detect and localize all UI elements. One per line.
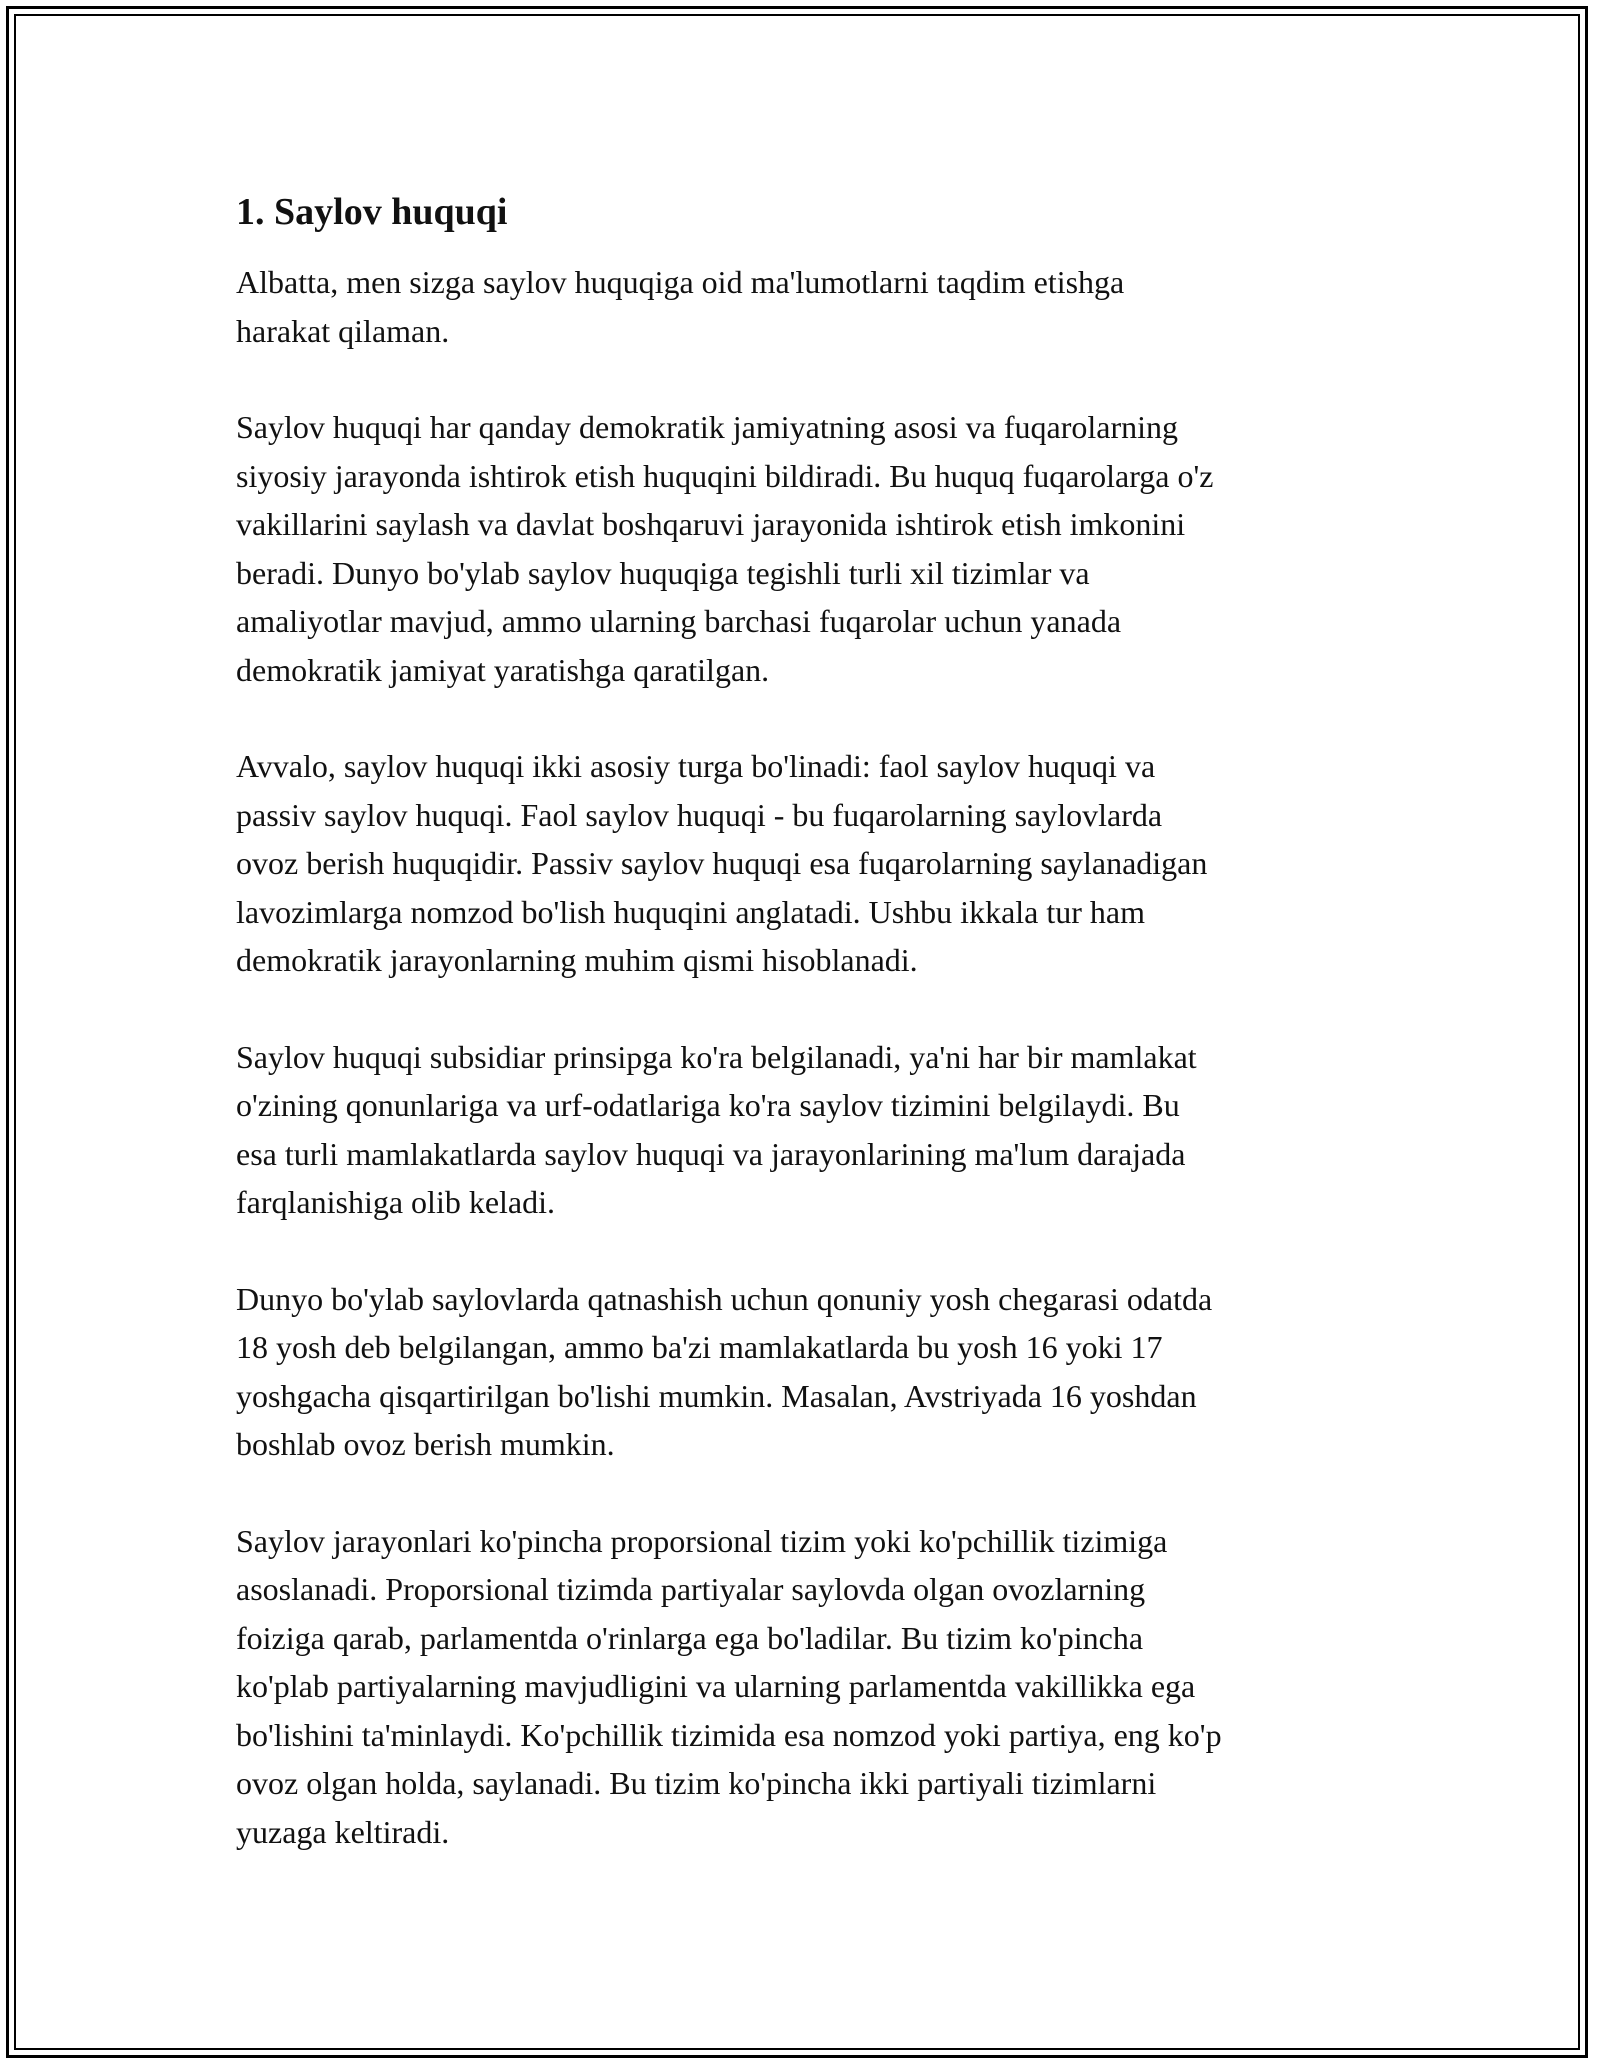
text-line: harakat qilaman.: [236, 312, 450, 349]
document-body: [236, 186, 1376, 1904]
document-title: 1. Saylov huquqi: [236, 191, 508, 233]
text-line: amaliyotlar mavjud, ammo ularning barchasi fuqarolar uchun yanada: [236, 603, 1122, 639]
text-line: Saylov huquqi har qanday demokratik jamiyatning asosi va fuqarolarning: [236, 409, 1178, 445]
text-line: 18 yosh deb belgilangan, ammo ba'zi mamlakatlarda bu yosh 16 yoki 17: [236, 1329, 1163, 1365]
paragraph: [236, 1033, 1376, 1227]
text-line: passiv saylov huquqi. Faol saylov huquqi - bu fuqarolarning saylovlarda: [236, 796, 1163, 833]
text-line: ovoz berish huquqidir. Passiv saylov huquqi esa fuqarolarning saylanadigan: [236, 845, 1208, 881]
text-line: Albatta, men sizga saylov huquqiga oid ma'lumotlarni taqdim etishga: [236, 264, 1125, 300]
text-line: Saylov jarayonlari ko'pincha proporsional tizim yoki ko'pchillik tizimiga: [236, 1522, 1168, 1559]
text-line: Dunyo bo'ylab saylovlarda qatnashish uchun qonuniy yosh chegarasi odatda: [236, 1280, 1213, 1317]
text-line: lavozimlarga nomzod bo'lish huquqini anglatadi. Ushbu ikkala tur ham: [236, 893, 1145, 930]
text-line: yoshgacha qisqartirilgan bo'lishi mumkin. Masalan, Avstriyada 16 yoshdan: [236, 1377, 1197, 1414]
text-line: ko'plab partiyalarning mavjudligini va ularning parlamentda vakillikka ega: [236, 1668, 1196, 1704]
text-line: farqlanishiga olib keladi.: [236, 1184, 556, 1220]
paragraph: [236, 742, 1376, 985]
text-line: ovoz olgan holda, saylanadi. Bu tizim ko'pincha ikki partiyali tizimlarni: [236, 1765, 1157, 1801]
text-line: Saylov huquqi subsidiar prinsipga ko'ra belgilanadi, ya'ni har bir mamlakat: [236, 1038, 1197, 1075]
text-line: siyosiy jarayonda ishtirok etish huquqini bildiradi. Bu huquq fuqarolarga o'z: [236, 457, 1214, 494]
text-line: esa turli mamlakatlarda saylov huquqi va jarayonlarining ma'lum darajada: [236, 1135, 1186, 1172]
text-line: beradi. Dunyo bo'ylab saylov huquqiga tegishli turli xil tizimlar va: [236, 554, 1090, 591]
paragraph: [236, 403, 1376, 694]
text-line: yuzaga keltiradi.: [236, 1813, 450, 1850]
text-line: demokratik jamiyat yaratishga qaratilgan.: [236, 651, 770, 688]
text-line: Avvalo, saylov huquqi ikki asosiy turga bo'linadi: faol saylov huquqi va: [236, 748, 1156, 784]
text-line: bo'lishini ta'minlaydi. Ko'pchillik tizimida esa nomzod yoki partiya, eng ko'p: [236, 1716, 1222, 1753]
text-line: vakillarini saylash va davlat boshqaruvi jarayonida ishtirok etish imkonini: [236, 506, 1186, 542]
text-line: boshlab ovoz berish mumkin.: [236, 1426, 615, 1462]
text-line: o'zining qonunlariga va urf-odatlariga ko'ra saylov tizimini belgilaydi. Bu: [236, 1087, 1180, 1123]
text-line: demokratik jarayonlarning muhim qismi hisoblanadi.: [236, 942, 918, 978]
text-line: asoslanadi. Proporsional tizimda partiyalar saylovda olgan ovozlarning: [236, 1571, 1146, 1607]
paragraph: [236, 1275, 1376, 1469]
paragraph: [236, 1517, 1376, 1857]
paragraph: [236, 258, 1376, 355]
text-line: foiziga qarab, parlamentda o'rinlarga ega bo'ladilar. Bu tizim ko'pincha: [236, 1619, 1144, 1656]
